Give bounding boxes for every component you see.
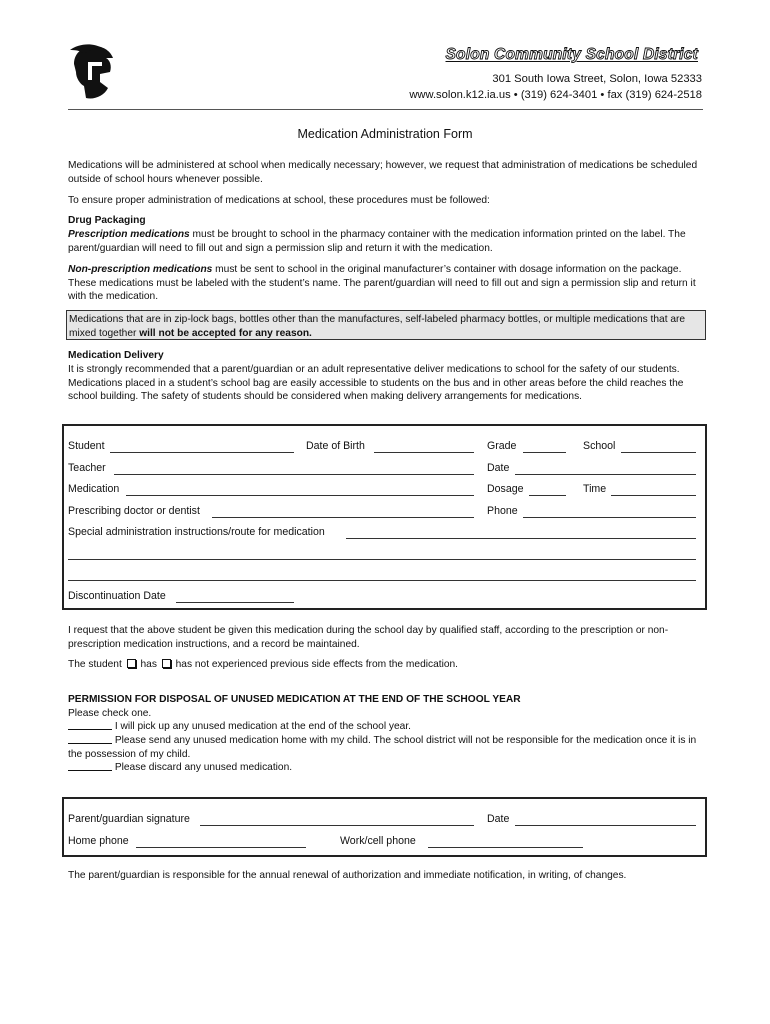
spartan-helmet-icon (66, 44, 116, 100)
dosage-field[interactable] (529, 495, 566, 496)
signature-date-label: Date (487, 813, 510, 825)
phone-label: Phone (487, 505, 518, 517)
nonprescription-label: Non-prescription medications (68, 264, 213, 275)
teacher-field[interactable] (114, 474, 474, 475)
prescription-label: Prescription medications (68, 229, 190, 240)
has-label: has (140, 659, 157, 670)
home-phone-field[interactable] (136, 847, 306, 848)
delivery-heading: Medication Delivery (68, 350, 164, 361)
district-name: Solon Community School District (445, 46, 698, 63)
time-label: Time (583, 483, 607, 495)
school-field[interactable] (621, 452, 696, 453)
procedures-paragraph: To ensure proper administration of medications at school, these procedures must be followed: (68, 195, 490, 206)
phone-field[interactable] (523, 517, 696, 518)
pickup-check-blank[interactable] (68, 720, 112, 730)
signature-label: Parent/guardian signature (68, 813, 190, 825)
has-not-label: has not experienced previous side effects from the medication. (175, 659, 459, 670)
medication-field[interactable] (126, 495, 474, 496)
signature-field[interactable] (200, 825, 474, 826)
signature-date-field[interactable] (515, 825, 696, 826)
request-paragraph: I request that the above student be given this medication during the school day by qualified staff, according to the prescription or non-prescription medication instructions, and a record be maintained. (68, 625, 669, 650)
dosage-label: Dosage (487, 483, 524, 495)
instructions-field-line-3[interactable] (68, 580, 696, 581)
prescription-paragraph (68, 228, 708, 255)
parent-signature-form (62, 797, 707, 857)
has-not-checkbox[interactable] (162, 659, 171, 668)
disposal-option-pickup (68, 720, 708, 734)
intro-paragraph: Medications will be administered at school when medically necessary; however, we request that administration of medications be scheduled outside of school hours whenever possible. (68, 160, 698, 185)
doctor-field[interactable] (212, 517, 474, 518)
time-field[interactable] (611, 495, 696, 496)
medication-label: Medication (68, 483, 120, 495)
send-home-option-text: Please send any unused medication home with my child. The school district will not be responsible for the medication once it is in the possession of my child. (68, 735, 697, 760)
disposal-heading: PERMISSION FOR DISPOSAL OF UNUSED MEDICATION AT THE END OF THE SCHOOL YEAR (68, 694, 521, 705)
footer-note: The parent/guardian is responsible for the annual renewal of authorization and immediate notification, in writing, of changes. (68, 870, 627, 881)
warning-bold: will not be accepted for any reason. (139, 327, 312, 339)
instructions-label: Special administration instructions/route for medication (68, 526, 325, 538)
work-phone-field[interactable] (428, 847, 583, 848)
home-phone-label: Home phone (68, 835, 129, 847)
district-address: 301 South Iowa Street, Solon, Iowa 52333 (492, 73, 702, 85)
grade-label: Grade (487, 440, 517, 452)
school-label: School (583, 440, 616, 452)
send-home-check-blank[interactable] (68, 734, 112, 744)
disposal-option-send-home (68, 734, 708, 761)
disposal-option-discard (68, 761, 708, 775)
doctor-label: Prescribing doctor or dentist (68, 505, 200, 517)
teacher-label: Teacher (68, 462, 106, 474)
side-effects-prefix: The student (68, 659, 122, 670)
dob-label: Date of Birth (306, 440, 365, 452)
date-field[interactable] (515, 474, 696, 475)
discard-check-blank[interactable] (68, 761, 112, 771)
drug-packaging-heading: Drug Packaging (68, 215, 146, 226)
form-title: Medication Administration Form (297, 127, 473, 141)
packaging-warning-box (66, 310, 706, 340)
dob-field[interactable] (374, 452, 474, 453)
discontinuation-field[interactable] (176, 602, 294, 603)
has-checkbox[interactable] (127, 659, 136, 668)
side-effects-line (68, 658, 708, 672)
discontinuation-label: Discontinuation Date (68, 590, 166, 602)
instructions-field[interactable] (346, 538, 696, 539)
student-field[interactable] (110, 452, 294, 453)
disposal-instruction: Please check one. (68, 708, 152, 719)
date-label: Date (487, 462, 510, 474)
pickup-option-text: I will pick up any unused medication at the end of the school year. (112, 721, 412, 732)
nonprescription-text: must be sent to school in the original manufacturer’s container with dosage information on the package. These medications must be labeled with the student’s name. The parent/guardian will need to fill out and sign a permission slip and return it with the medication. (68, 264, 696, 302)
prescription-text: must be brought to school in the pharmacy container with the medication information printed on the label. The parent/guardian will need to fill out and sign a permission slip and return it with the medication. (68, 229, 686, 254)
nonprescription-paragraph (68, 263, 708, 304)
discard-option-text: Please discard any unused medication. (112, 762, 293, 773)
student-medication-form (62, 424, 707, 610)
delivery-paragraph: It is strongly recommended that a parent/guardian or an adult representative deliver medications to school for the safety of our students. Medications placed in a student’s school bag are easily accessible to students on the bus and in other areas before the child reaches the school building. The safety of students should be considered when making delivery arrangements for medications. (68, 364, 684, 402)
grade-field[interactable] (523, 452, 566, 453)
work-phone-label: Work/cell phone (340, 835, 416, 847)
header-divider (68, 109, 703, 110)
instructions-field-line-2[interactable] (68, 559, 696, 560)
student-label: Student (68, 440, 105, 452)
district-contact: www.solon.k12.ia.us • (319) 624-3401 • fax (319) 624-2518 (409, 89, 702, 101)
warning-text: Medications that are in zip-lock bags, bottles other than the manufactures, self-labeled pharmacy bottles, or multiple medications that are mixed together (69, 314, 686, 339)
